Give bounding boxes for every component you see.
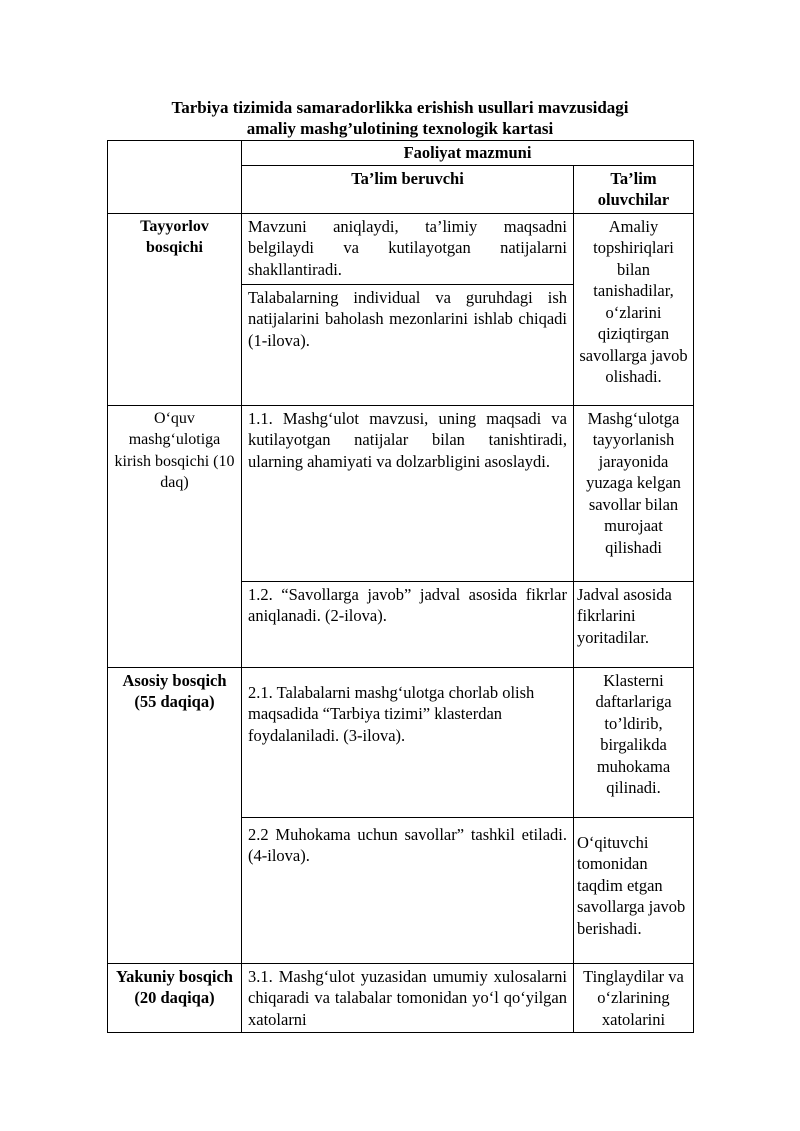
student-asosiy-1: Klasterni daftarlariga to’ldirib, birgalikda muhokama qilinadi. (574, 667, 694, 817)
student-tayyorlov: Amaliy topshiriqlari bilan tanishadilar, o‘zlarini qiziqtirgan savollarga javob olishadi. (574, 213, 694, 405)
teacher-asosiy-1: 2.1. Talabalarni mashg‘ulotga chorlab olish maqsadida “Tarbiya tizimi” klasterdan foydalaniladi. (3-ilova). (242, 667, 574, 817)
row-yakuniy-1 (108, 963, 694, 1033)
student-kirish-1: Mashg‘ulotga tayyorlanish jarayonida yuzaga kelgan savollar bilan murojaat qilishadi (574, 405, 694, 581)
stage-asosiy-line-2: (55 daqiqa) (134, 692, 215, 711)
stage-kirish: O‘quv mashg‘ulotiga kirish bosqichi (10 daq) (108, 405, 242, 667)
teacher-tayyorlov-2: Talabalarning individual va guruhdagi ish natijalarini baholash mezonlarini ishlab chiqadi (1-ilova). (242, 284, 574, 405)
stage-yakuniy-line-1: Yakuniy bosqich (116, 966, 233, 986)
header-faoliyat-mazmuni: Faoliyat mazmuni (242, 141, 694, 166)
stage-yakuniy-line-2: (20 daqiqa) (134, 988, 215, 1007)
stage-asosiy (108, 667, 242, 963)
student-asosiy-2: O‘qituvchi tomonidan taqdim etgan savollarga javob berishadi. (574, 817, 694, 963)
student-yakuniy-1: Tinglaydilar va o‘zlarining xatolarini (574, 963, 694, 1033)
teacher-kirish-1: 1.1. Mashg‘ulot mavzusi, uning maqsadi va kutilayotgan natijalar bilan tanishtiradi, ularning ahamiyati va dolzarbligini asoslaydi. (242, 405, 574, 581)
stage-asosiy-line-1: Asosiy bosqich (122, 670, 227, 690)
header-talim-oluvchilar: Ta’lim oluvchilar (574, 165, 694, 213)
header-row-1 (108, 141, 694, 166)
title-line-1: Tarbiya tizimida samaradorlikka erishish usullari mavzusidagi (171, 98, 629, 117)
header-empty-cell (108, 141, 242, 214)
teacher-yakuniy-1: 3.1. Mashg‘ulot yuzasidan umumiy xulosalarni chiqaradi va talabalar tomonidan yo‘l qo‘yilgan xatolarni (242, 963, 574, 1033)
stage-tayyorlov: Tayyorlov bosqichi (108, 213, 242, 405)
teacher-tayyorlov-1: Mavzuni aniqlaydi, ta’limiy maqsadni belgilaydi va kutilayotgan natijalarni shakllantiradi. (242, 213, 574, 284)
row-kirish-1 (108, 405, 694, 581)
teacher-asosiy-2: 2.2 Muhokama uchun savollar” tashkil etiladi. (4-ilova). (242, 817, 574, 963)
technology-card-table (107, 140, 694, 1033)
stage-yakuniy (108, 963, 242, 1033)
page-title (0, 97, 800, 139)
header-talim-beruvchi: Ta’lim beruvchi (242, 165, 574, 213)
teacher-kirish-2: 1.2. “Savollarga javob” jadval asosida fikrlar aniqlanadi. (2-ilova). (242, 581, 574, 667)
student-kirish-2: Jadval asosida fikrlarini yoritadilar. (574, 581, 694, 667)
title-line-2: amaliy mashg’ulotining texnologik kartasi (246, 119, 554, 138)
row-asosiy-1 (108, 667, 694, 817)
row-tayyorlov-1 (108, 213, 694, 284)
